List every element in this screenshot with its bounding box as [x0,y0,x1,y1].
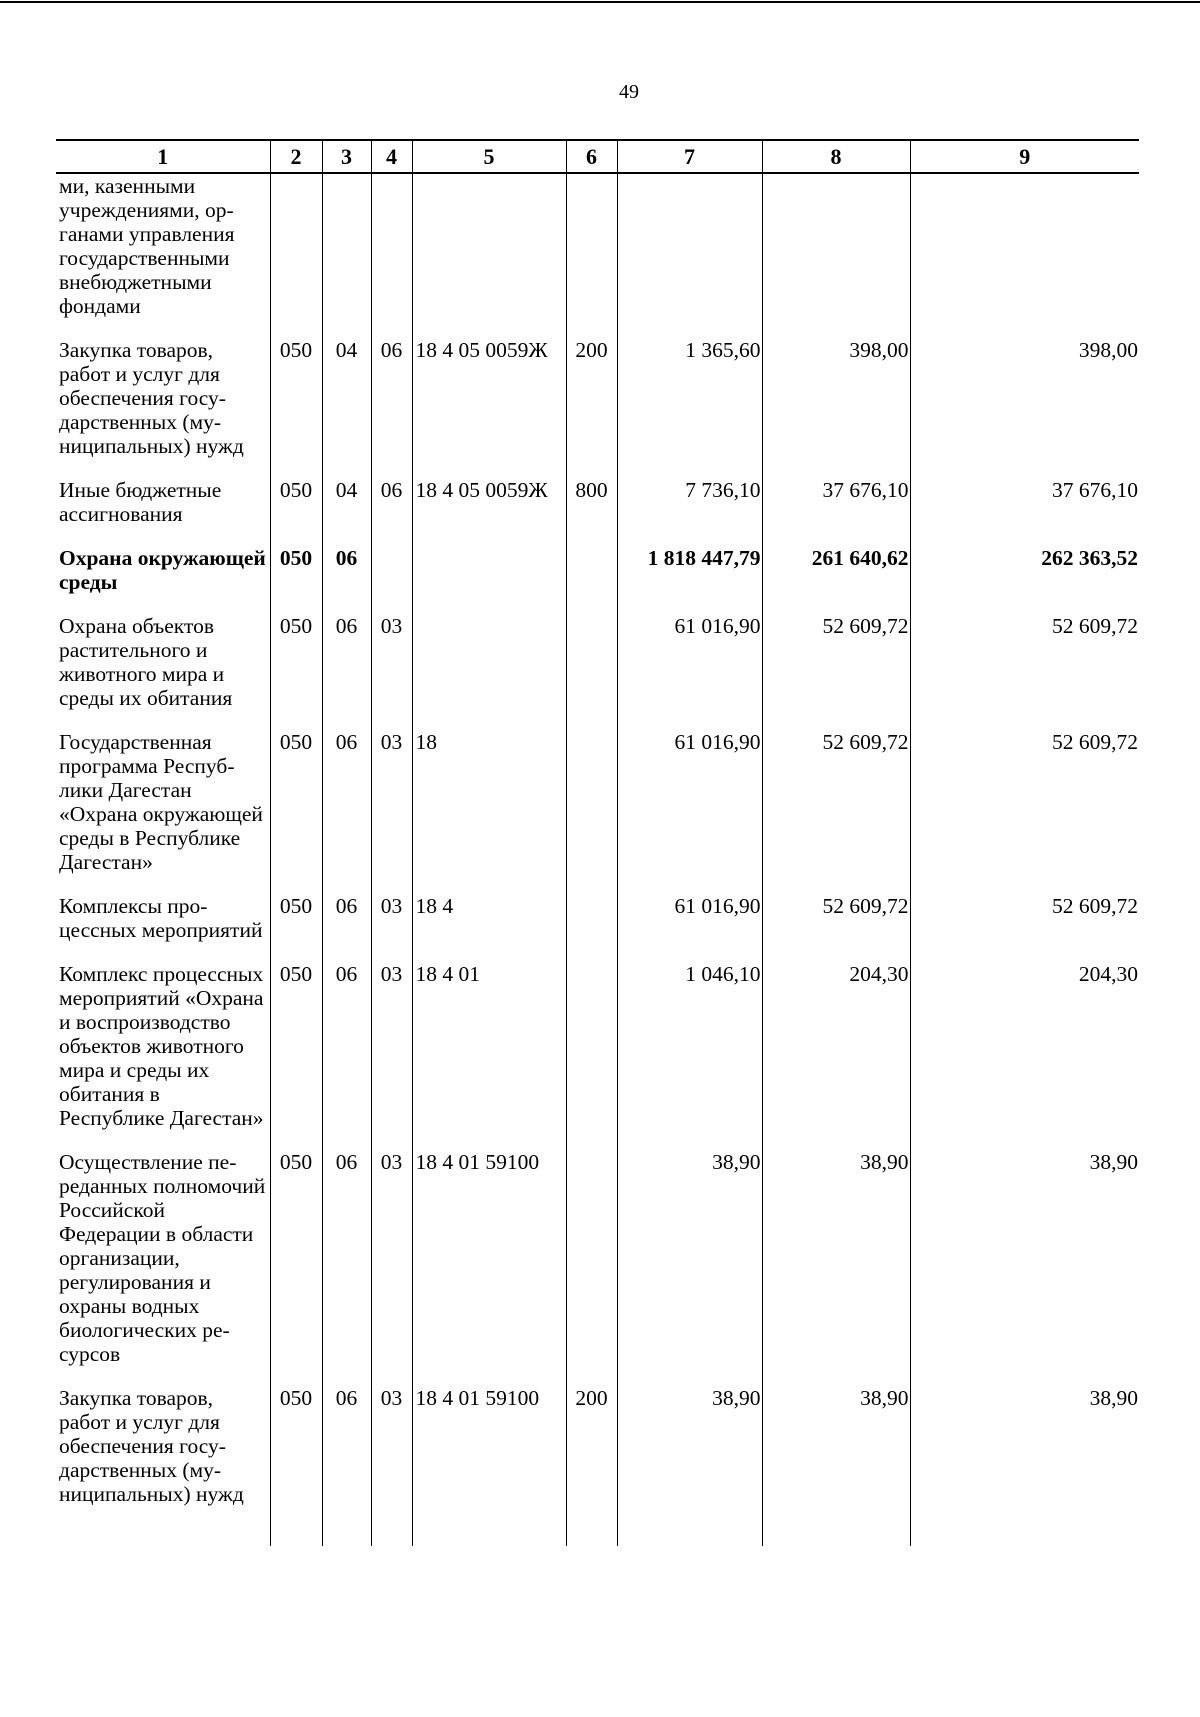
row-section-cell: 06 [322,894,371,962]
row-expense-type-cell [566,894,617,962]
row-code-cell: 050 [270,730,322,894]
row-amount-col7-cell: 1 818 447,79 [617,546,762,614]
row-expense-type-cell [566,730,617,894]
row-amount-col8-cell: 52 609,72 [762,614,910,730]
row-section-cell: 04 [322,338,371,478]
row-subsection-cell: 03 [371,1150,412,1386]
column-header-5: 5 [412,140,566,173]
row-target-article-cell [412,614,566,730]
row-amount-col7-cell: 61 016,90 [617,614,762,730]
row-amount-col8-cell: 52 609,72 [762,894,910,962]
row-section-cell: 06 [322,962,371,1150]
table-row [56,894,1139,962]
budget-table [56,139,1139,1546]
row-amount-col7-cell: 1 046,10 [617,962,762,1150]
row-amount-col9-cell: 52 609,72 [910,894,1139,962]
row-amount-col8-cell: 38,90 [762,1386,910,1546]
row-name-cell: Осуществление переданных полномочий Российской Федерации в области организации, регулирования и охраны водных биологических ресурсов [56,1150,270,1386]
table-row [56,1386,1139,1546]
row-target-article-cell: 18 4 05 0059Ж [412,338,566,478]
row-amount-col7-cell: 38,90 [617,1150,762,1386]
row-subsection-cell: 03 [371,962,412,1150]
row-expense-type-cell [566,962,617,1150]
row-target-article-cell: 18 4 05 0059Ж [412,478,566,546]
row-section-cell: 06 [322,1386,371,1546]
row-section-cell: 06 [322,1150,371,1386]
row-target-article-cell [412,173,566,338]
row-amount-col9-cell: 37 676,10 [910,478,1139,546]
row-name-cell: Охрана окружающей среды [56,546,270,614]
page-number: 49 [619,81,639,103]
row-target-article-cell: 18 [412,730,566,894]
column-header-3: 3 [322,140,371,173]
row-name-cell: Государственная программа Республики Дагестан «Охрана окружающей среды в Республике Дагестан» [56,730,270,894]
row-target-article-cell: 18 4 [412,894,566,962]
row-amount-col7-cell: 38,90 [617,1386,762,1546]
column-header-7: 7 [617,140,762,173]
row-subsection-cell: 06 [371,478,412,546]
row-target-article-cell [412,546,566,614]
row-amount-col8-cell: 261 640,62 [762,546,910,614]
row-amount-col7-cell: 1 365,60 [617,338,762,478]
row-subsection-cell: 03 [371,730,412,894]
row-name-cell: Иные бюджетные ассигнования [56,478,270,546]
row-expense-type-cell: 200 [566,338,617,478]
row-section-cell: 06 [322,546,371,614]
row-expense-type-cell: 200 [566,1386,617,1546]
row-expense-type-cell: 800 [566,478,617,546]
row-target-article-cell: 18 4 01 59100 [412,1150,566,1386]
table-row [56,730,1139,894]
table-row [56,338,1139,478]
row-amount-col8-cell [762,173,910,338]
row-section-cell [322,173,371,338]
row-name-cell: Комплекс процессных мероприятий «Охрана и воспроизводство объектов животного мира и среды их обитания в Республике Дагестан» [56,962,270,1150]
row-code-cell: 050 [270,1386,322,1546]
top-border-line [0,1,1200,3]
row-amount-col9-cell: 38,90 [910,1150,1139,1386]
column-header-6: 6 [566,140,617,173]
table-row [56,614,1139,730]
row-amount-col9-cell: 398,00 [910,338,1139,478]
row-section-cell: 06 [322,614,371,730]
row-subsection-cell [371,173,412,338]
row-name-cell: ми, казенными учреждениями, органами управления государственными внебюджетными фондами [56,173,270,338]
row-expense-type-cell [566,1150,617,1386]
row-section-cell: 06 [322,730,371,894]
row-expense-type-cell [566,546,617,614]
row-amount-col9-cell: 52 609,72 [910,730,1139,894]
table-body [56,173,1139,1546]
row-code-cell: 050 [270,962,322,1150]
row-amount-col8-cell: 398,00 [762,338,910,478]
row-amount-col7-cell [617,173,762,338]
row-amount-col8-cell: 37 676,10 [762,478,910,546]
row-name-cell: Закупка товаров, работ и услуг для обеспечения государственных (муниципальных) нужд [56,1386,270,1546]
column-header-9: 9 [910,140,1139,173]
row-subsection-cell: 03 [371,894,412,962]
row-name-cell: Закупка товаров, работ и услуг для обеспечения государственных (муниципальных) нужд [56,338,270,478]
row-amount-col7-cell: 61 016,90 [617,894,762,962]
row-amount-col9-cell: 38,90 [910,1386,1139,1546]
row-amount-col8-cell: 52 609,72 [762,730,910,894]
row-code-cell: 050 [270,338,322,478]
row-expense-type-cell [566,614,617,730]
table-row [56,962,1139,1150]
row-amount-col8-cell: 204,30 [762,962,910,1150]
row-amount-col7-cell: 7 736,10 [617,478,762,546]
row-amount-col9-cell: 262 363,52 [910,546,1139,614]
row-target-article-cell: 18 4 01 59100 [412,1386,566,1546]
column-header-1: 1 [56,140,270,173]
row-code-cell: 050 [270,546,322,614]
table-row [56,1150,1139,1386]
row-code-cell: 050 [270,478,322,546]
row-amount-col9-cell: 52 609,72 [910,614,1139,730]
row-expense-type-cell [566,173,617,338]
header-row [56,140,1139,173]
row-section-cell: 04 [322,478,371,546]
table-row [56,546,1139,614]
row-amount-col9-cell [910,173,1139,338]
table-row [56,173,1139,338]
row-target-article-cell: 18 4 01 [412,962,566,1150]
row-name-cell: Охрана объектов растительного и животного мира и среды их обитания [56,614,270,730]
table-row [56,478,1139,546]
row-name-cell: Комплексы процессных мероприятий [56,894,270,962]
column-header-8: 8 [762,140,910,173]
column-header-2: 2 [270,140,322,173]
row-subsection-cell [371,546,412,614]
row-code-cell: 050 [270,1150,322,1386]
row-amount-col8-cell: 38,90 [762,1150,910,1386]
row-code-cell: 050 [270,894,322,962]
row-amount-col7-cell: 61 016,90 [617,730,762,894]
row-subsection-cell: 03 [371,1386,412,1546]
row-amount-col9-cell: 204,30 [910,962,1139,1150]
column-header-4: 4 [371,140,412,173]
row-subsection-cell: 06 [371,338,412,478]
row-code-cell [270,173,322,338]
row-subsection-cell: 03 [371,614,412,730]
row-code-cell: 050 [270,614,322,730]
